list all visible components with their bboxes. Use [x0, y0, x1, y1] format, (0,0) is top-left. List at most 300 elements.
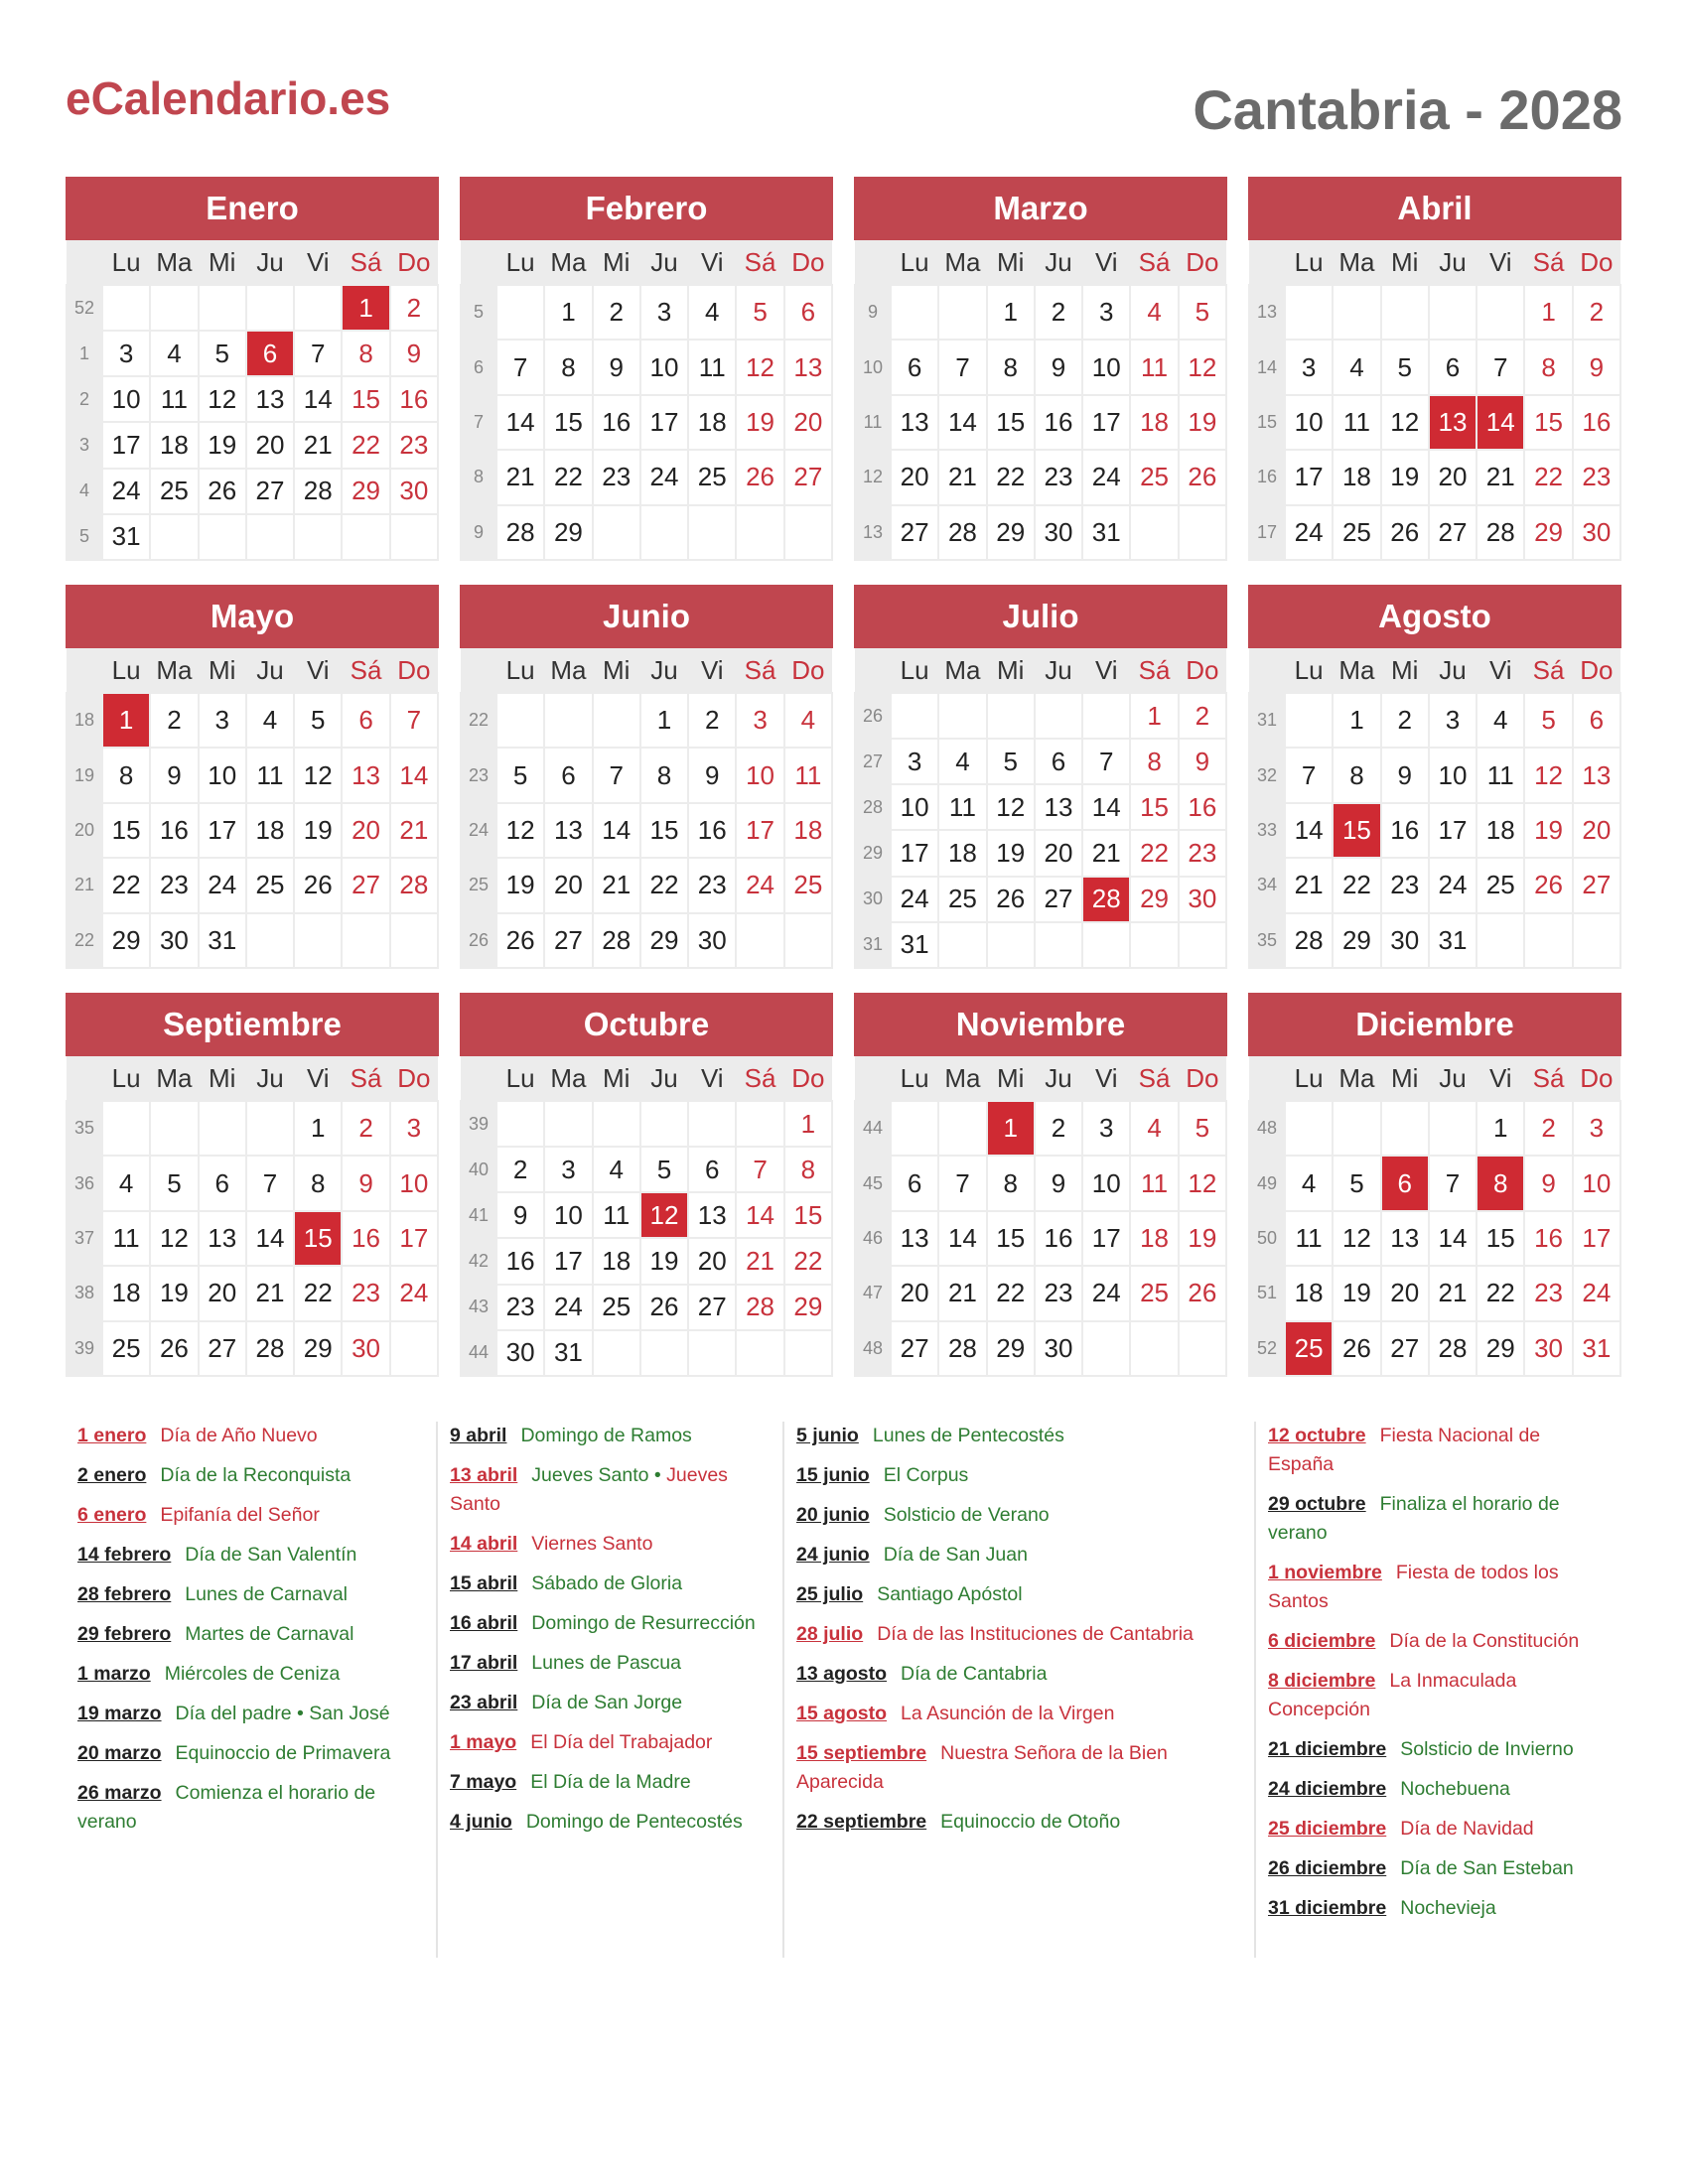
day-cell: 13 — [1381, 1211, 1429, 1266]
day-cell: 16 — [342, 1211, 389, 1266]
day-cell: 22 — [1524, 450, 1572, 504]
week-row — [1249, 1266, 1620, 1320]
day-cell: 24 — [544, 1285, 592, 1330]
event-item — [450, 1689, 771, 1717]
day-cell: 3 — [1285, 340, 1333, 394]
events-list — [66, 1422, 1622, 1958]
event-item — [796, 1422, 1242, 1450]
day-cell: 13 — [1573, 748, 1620, 802]
day-cell: 19 — [199, 422, 246, 468]
week-row — [1249, 1321, 1620, 1376]
day-cell: 7 — [294, 331, 342, 376]
event-date-link[interactable]: 1 mayo — [450, 1731, 517, 1753]
empty-day-cell — [1429, 285, 1477, 340]
event-name: Viernes Santo — [531, 1533, 653, 1555]
event-date-link[interactable]: 19 marzo — [77, 1703, 162, 1724]
event-date-link[interactable]: 20 junio — [796, 1504, 870, 1526]
week-row — [67, 913, 438, 968]
event-date-link[interactable]: 24 diciembre — [1268, 1778, 1387, 1800]
day-cell: 3 — [1429, 693, 1477, 748]
week-row — [461, 340, 832, 394]
day-cell: 27 — [1429, 505, 1477, 560]
weekday-header: Do — [390, 1056, 438, 1101]
week-row — [461, 505, 832, 560]
day-cell: 30 — [496, 1330, 544, 1376]
weekday-header: Ma — [938, 240, 986, 285]
event-name: La Inmaculada Concepción — [1268, 1670, 1517, 1720]
weekday-header: Vi — [294, 648, 342, 693]
week-number: 16 — [1249, 450, 1285, 504]
weekday-header: Ju — [246, 648, 294, 693]
event-date-link[interactable]: 26 marzo — [77, 1782, 162, 1804]
weekday-header: Ju — [1429, 1056, 1477, 1101]
event-item — [450, 1728, 771, 1757]
day-cell: 15 — [987, 1211, 1035, 1266]
empty-day-cell — [294, 514, 342, 560]
month-table — [854, 1056, 1227, 1377]
event-date-link[interactable]: 21 diciembre — [1268, 1738, 1387, 1760]
day-cell: 23 — [688, 858, 736, 912]
day-cell: 5 — [199, 331, 246, 376]
week-number: 3 — [67, 422, 102, 468]
weekday-header: Mi — [593, 1056, 640, 1101]
day-cell: 24 — [1082, 450, 1130, 504]
event-name: La Asunción de la Virgen — [901, 1703, 1115, 1724]
week-number: 39 — [67, 1321, 102, 1376]
event-date-link[interactable]: 17 abril — [450, 1652, 518, 1674]
empty-day-cell — [593, 505, 640, 560]
weekday-header: Do — [1179, 1056, 1226, 1101]
week-number: 26 — [855, 693, 891, 739]
day-cell: 10 — [1285, 395, 1333, 450]
day-cell: 9 — [1035, 1156, 1082, 1210]
event-name: Día de San Esteban — [1400, 1857, 1574, 1879]
weekday-header: Vi — [1477, 648, 1524, 693]
day-cell: 1 — [1477, 1101, 1524, 1156]
day-cell: 2 — [496, 1147, 544, 1192]
weekday-header: Ju — [640, 240, 688, 285]
day-cell: 11 — [1285, 1211, 1333, 1266]
week-number: 52 — [1249, 1321, 1285, 1376]
day-cell: 16 — [390, 376, 438, 422]
event-item — [1268, 1490, 1611, 1548]
weekday-header: Lu — [496, 648, 544, 693]
day-cell: 19 — [294, 803, 342, 858]
event-item — [77, 1422, 424, 1450]
empty-day-cell — [938, 693, 986, 739]
day-cell: 28 — [1429, 1321, 1477, 1376]
day-cell: 6 — [544, 748, 592, 802]
weekday-header: Do — [784, 1056, 832, 1101]
day-cell: 8 — [784, 1147, 832, 1192]
weekday-header: Lu — [102, 1056, 150, 1101]
event-date-link[interactable]: 24 junio — [796, 1544, 870, 1566]
day-cell: 2 — [1035, 1101, 1082, 1156]
event-name: Fiesta de todos los Santos — [1268, 1562, 1559, 1612]
empty-day-cell — [891, 1101, 938, 1156]
day-cell: 17 — [1573, 1211, 1620, 1266]
day-cell: 16 — [1381, 803, 1429, 858]
brand-logo-text[interactable]: eCalendario.es — [66, 72, 391, 124]
week-row — [461, 913, 832, 968]
week-row — [67, 748, 438, 802]
event-name: Día de la Constitución — [1389, 1630, 1580, 1652]
event-date-link[interactable]: 15 abril — [450, 1572, 518, 1594]
event-date-link[interactable]: 15 septiembre — [796, 1742, 927, 1764]
week-row — [1249, 505, 1620, 560]
month-title: Diciembre — [1248, 993, 1621, 1056]
event-item — [450, 1609, 771, 1638]
week-row — [1249, 913, 1620, 968]
week-number-header — [855, 240, 891, 285]
day-cell: 24 — [102, 469, 150, 514]
event-date-link[interactable]: 1 marzo — [77, 1663, 151, 1685]
event-date-link[interactable]: 9 abril — [450, 1425, 507, 1446]
weekday-header: Sá — [342, 648, 389, 693]
day-cell: 15 — [544, 395, 592, 450]
day-cell: 17 — [736, 803, 783, 858]
event-item — [1268, 1667, 1611, 1724]
month-table — [66, 240, 439, 561]
week-number: 35 — [67, 1101, 102, 1156]
week-number: 1 — [67, 331, 102, 376]
event-name: Lunes de Pascua — [531, 1652, 681, 1674]
day-cell: 19 — [1381, 450, 1429, 504]
event-date-link[interactable]: 26 diciembre — [1268, 1857, 1387, 1879]
day-cell: 18 — [1333, 450, 1380, 504]
day-cell: 27 — [1381, 1321, 1429, 1376]
day-cell: 19 — [987, 830, 1035, 876]
day-cell: 19 — [640, 1238, 688, 1284]
event-item — [450, 1461, 771, 1519]
day-cell: 17 — [1082, 1211, 1130, 1266]
day-cell: 19 — [1524, 803, 1572, 858]
day-cell: 18 — [102, 1266, 150, 1320]
week-row — [461, 803, 832, 858]
weekday-header: Do — [1179, 240, 1226, 285]
day-cell: 3 — [1082, 1101, 1130, 1156]
week-row — [461, 858, 832, 912]
day-cell: 15 — [294, 1211, 342, 1266]
event-item — [77, 1660, 424, 1689]
event-date-link[interactable]: 4 junio — [450, 1811, 512, 1833]
day-cell: 8 — [294, 1156, 342, 1210]
event-date-link[interactable]: 13 agosto — [796, 1663, 888, 1685]
week-number-header — [67, 240, 102, 285]
event-date-link[interactable]: 8 diciembre — [1268, 1670, 1376, 1692]
event-date-link[interactable]: 5 junio — [796, 1425, 859, 1446]
day-cell: 9 — [1573, 340, 1620, 394]
weekday-header: Vi — [294, 240, 342, 285]
event-name: Jueves Santo — [531, 1464, 649, 1486]
empty-day-cell — [640, 505, 688, 560]
week-number: 51 — [1249, 1266, 1285, 1320]
event-date-link[interactable]: 22 septiembre — [796, 1811, 927, 1833]
week-row — [67, 803, 438, 858]
event-name: Comienza el horario de verano — [77, 1782, 376, 1833]
day-cell: 26 — [1179, 1266, 1226, 1320]
day-cell: 22 — [784, 1238, 832, 1284]
day-cell: 17 — [1082, 395, 1130, 450]
empty-day-cell — [593, 1101, 640, 1147]
day-cell: 15 — [102, 803, 150, 858]
day-cell: 19 — [1333, 1266, 1380, 1320]
event-name: Domingo de Pentecostés — [525, 1811, 743, 1833]
day-cell: 17 — [1285, 450, 1333, 504]
weekday-header: Lu — [496, 1056, 544, 1101]
event-name: Solsticio de Verano — [883, 1504, 1050, 1526]
day-cell: 3 — [1082, 285, 1130, 340]
empty-day-cell — [1429, 1101, 1477, 1156]
week-number: 27 — [855, 739, 891, 784]
event-date-link[interactable]: 15 agosto — [796, 1703, 888, 1724]
day-cell: 14 — [1285, 803, 1333, 858]
day-cell: 13 — [1035, 784, 1082, 830]
week-number: 21 — [67, 858, 102, 912]
week-number: 36 — [67, 1156, 102, 1210]
week-number: 13 — [1249, 285, 1285, 340]
day-cell: 26 — [987, 877, 1035, 922]
month-calendar-11 — [1248, 993, 1621, 1377]
week-number: 5 — [67, 514, 102, 560]
day-cell: 28 — [938, 505, 986, 560]
week-row — [1249, 395, 1620, 450]
day-cell: 18 — [938, 830, 986, 876]
day-cell: 5 — [1524, 693, 1572, 748]
event-date-link[interactable]: 14 febrero — [77, 1544, 172, 1566]
week-row — [461, 748, 832, 802]
day-cell: 1 — [544, 285, 592, 340]
empty-day-cell — [1573, 913, 1620, 968]
event-date-link[interactable]: 28 julio — [796, 1623, 864, 1645]
day-cell: 25 — [150, 469, 198, 514]
week-row — [1249, 450, 1620, 504]
day-cell: 7 — [593, 748, 640, 802]
event-date-link[interactable]: 20 marzo — [77, 1742, 162, 1764]
week-number: 45 — [855, 1156, 891, 1210]
month-table — [66, 648, 439, 969]
day-cell: 29 — [342, 469, 389, 514]
day-cell: 25 — [246, 858, 294, 912]
event-name: Nochevieja — [1400, 1897, 1496, 1919]
day-cell: 27 — [246, 469, 294, 514]
day-cell: 30 — [1573, 505, 1620, 560]
empty-day-cell — [1285, 285, 1333, 340]
day-cell: 3 — [640, 285, 688, 340]
weekday-header: Lu — [102, 648, 150, 693]
week-number: 22 — [67, 913, 102, 968]
day-cell: 11 — [246, 748, 294, 802]
day-cell: 6 — [891, 340, 938, 394]
day-cell: 12 — [1524, 748, 1572, 802]
event-date-link[interactable]: 13 abril — [450, 1464, 518, 1486]
day-cell: 26 — [150, 1321, 198, 1376]
month-calendar-9 — [460, 993, 833, 1377]
event-date-link[interactable]: 29 febrero — [77, 1623, 172, 1645]
empty-day-cell — [1179, 922, 1226, 968]
event-item — [796, 1808, 1242, 1837]
weekday-header: Vi — [1082, 1056, 1130, 1101]
event-date-link[interactable]: 29 octubre — [1268, 1493, 1366, 1515]
event-item — [77, 1739, 424, 1768]
day-cell: 20 — [199, 1266, 246, 1320]
week-number: 41 — [461, 1192, 496, 1238]
day-cell: 3 — [390, 1101, 438, 1156]
week-number: 7 — [461, 395, 496, 450]
event-item — [1268, 1627, 1611, 1656]
week-number: 10 — [855, 340, 891, 394]
day-cell: 12 — [640, 1192, 688, 1238]
day-cell: 17 — [199, 803, 246, 858]
day-cell: 21 — [390, 803, 438, 858]
empty-day-cell — [1082, 1321, 1130, 1376]
day-cell: 1 — [342, 285, 389, 331]
event-name: Lunes de Carnaval — [185, 1583, 348, 1605]
day-cell: 29 — [987, 505, 1035, 560]
event-item — [1268, 1559, 1611, 1616]
week-number-header — [67, 1056, 102, 1101]
weekday-header: Mi — [987, 1056, 1035, 1101]
empty-day-cell — [390, 514, 438, 560]
week-row — [67, 1266, 438, 1320]
page-title: Cantabria - 2028 — [1193, 78, 1622, 141]
day-cell: 24 — [640, 450, 688, 504]
day-cell: 5 — [496, 748, 544, 802]
event-date-link[interactable]: 16 abril — [450, 1612, 518, 1634]
event-name: Día de las Instituciones de Cantabria — [877, 1623, 1194, 1645]
day-cell: 11 — [938, 784, 986, 830]
week-row — [855, 1101, 1226, 1156]
day-cell: 12 — [987, 784, 1035, 830]
event-date-link[interactable]: 25 diciembre — [1268, 1818, 1387, 1840]
event-date-link[interactable]: 12 octubre — [1268, 1425, 1366, 1446]
event-date-link[interactable]: 31 diciembre — [1268, 1897, 1387, 1919]
event-date-link[interactable]: 23 abril — [450, 1692, 518, 1713]
day-cell: 4 — [593, 1147, 640, 1192]
event-item — [450, 1808, 771, 1837]
day-cell: 19 — [150, 1266, 198, 1320]
week-row — [461, 1101, 832, 1147]
day-cell: 20 — [246, 422, 294, 468]
week-row — [461, 395, 832, 450]
empty-day-cell — [938, 922, 986, 968]
empty-day-cell — [246, 514, 294, 560]
day-cell: 7 — [390, 693, 438, 748]
month-title: Julio — [854, 585, 1227, 648]
week-number: 12 — [855, 450, 891, 504]
month-title: Enero — [66, 177, 439, 240]
week-number: 40 — [461, 1147, 496, 1192]
day-cell: 6 — [1573, 693, 1620, 748]
empty-day-cell — [390, 1321, 438, 1376]
day-cell: 4 — [1130, 285, 1178, 340]
event-date-link[interactable]: 6 enero — [77, 1504, 147, 1526]
event-item — [1268, 1894, 1611, 1923]
day-cell: 23 — [1035, 450, 1082, 504]
day-cell: 19 — [1179, 395, 1226, 450]
day-cell: 28 — [938, 1321, 986, 1376]
day-cell: 26 — [496, 913, 544, 968]
weekday-header: Do — [1179, 648, 1226, 693]
weekday-header: Ma — [150, 1056, 198, 1101]
weekday-header: Mi — [593, 648, 640, 693]
month-table — [854, 648, 1227, 969]
day-cell: 18 — [1130, 1211, 1178, 1266]
events-column-3 — [1256, 1422, 1622, 1958]
event-name: Epifanía del Señor — [160, 1504, 320, 1526]
day-cell: 25 — [784, 858, 832, 912]
day-cell: 11 — [1130, 340, 1178, 394]
weekday-header: Ju — [1035, 240, 1082, 285]
events-column-1 — [438, 1422, 784, 1958]
day-cell: 12 — [1179, 1156, 1226, 1210]
weekday-header: Mi — [199, 1056, 246, 1101]
event-item — [796, 1739, 1242, 1797]
event-date-link[interactable]: 15 junio — [796, 1464, 870, 1486]
day-cell: 23 — [1524, 1266, 1572, 1320]
event-date-link[interactable]: 2 enero — [77, 1464, 147, 1486]
day-cell: 15 — [1524, 395, 1572, 450]
month-calendar-1 — [460, 177, 833, 561]
week-row — [855, 1156, 1226, 1210]
event-name: Día de San Juan — [883, 1544, 1028, 1566]
event-date-link[interactable]: 7 mayo — [450, 1771, 517, 1793]
day-cell: 29 — [784, 1285, 832, 1330]
day-cell: 4 — [1333, 340, 1380, 394]
event-date-link[interactable]: 25 julio — [796, 1583, 864, 1605]
day-cell: 25 — [1285, 1321, 1333, 1376]
day-cell: 6 — [1035, 739, 1082, 784]
empty-day-cell — [1381, 285, 1429, 340]
day-cell: 10 — [1429, 748, 1477, 802]
event-date-link[interactable]: 1 noviembre — [1268, 1562, 1382, 1583]
week-row — [1249, 1211, 1620, 1266]
day-cell: 28 — [736, 1285, 783, 1330]
day-cell: 15 — [1333, 803, 1380, 858]
day-cell: 7 — [1285, 748, 1333, 802]
month-title: Junio — [460, 585, 833, 648]
event-item — [450, 1530, 771, 1559]
week-number: 37 — [67, 1211, 102, 1266]
event-date-link[interactable]: 14 abril — [450, 1533, 518, 1555]
day-cell: 10 — [891, 784, 938, 830]
empty-day-cell — [688, 1330, 736, 1376]
event-date-link[interactable]: 1 enero — [77, 1425, 147, 1446]
empty-day-cell — [1477, 285, 1524, 340]
event-date-link[interactable]: 28 febrero — [77, 1583, 172, 1605]
bullet-separator: • — [648, 1464, 667, 1486]
week-number: 9 — [855, 285, 891, 340]
day-cell: 20 — [544, 858, 592, 912]
weekday-header: Do — [1573, 240, 1620, 285]
day-cell: 12 — [736, 340, 783, 394]
week-number: 38 — [67, 1266, 102, 1320]
event-date-link[interactable]: 6 diciembre — [1268, 1630, 1376, 1652]
day-cell: 27 — [199, 1321, 246, 1376]
event-item — [450, 1570, 771, 1598]
empty-day-cell — [736, 1330, 783, 1376]
event-item — [77, 1541, 424, 1570]
day-cell: 21 — [1429, 1266, 1477, 1320]
day-cell: 19 — [736, 395, 783, 450]
week-number: 31 — [855, 922, 891, 968]
day-cell: 2 — [1573, 285, 1620, 340]
day-cell: 30 — [1524, 1321, 1572, 1376]
month-title: Mayo — [66, 585, 439, 648]
day-cell: 4 — [246, 693, 294, 748]
day-cell: 19 — [1179, 1211, 1226, 1266]
event-name: Día de la Reconquista — [160, 1464, 352, 1486]
